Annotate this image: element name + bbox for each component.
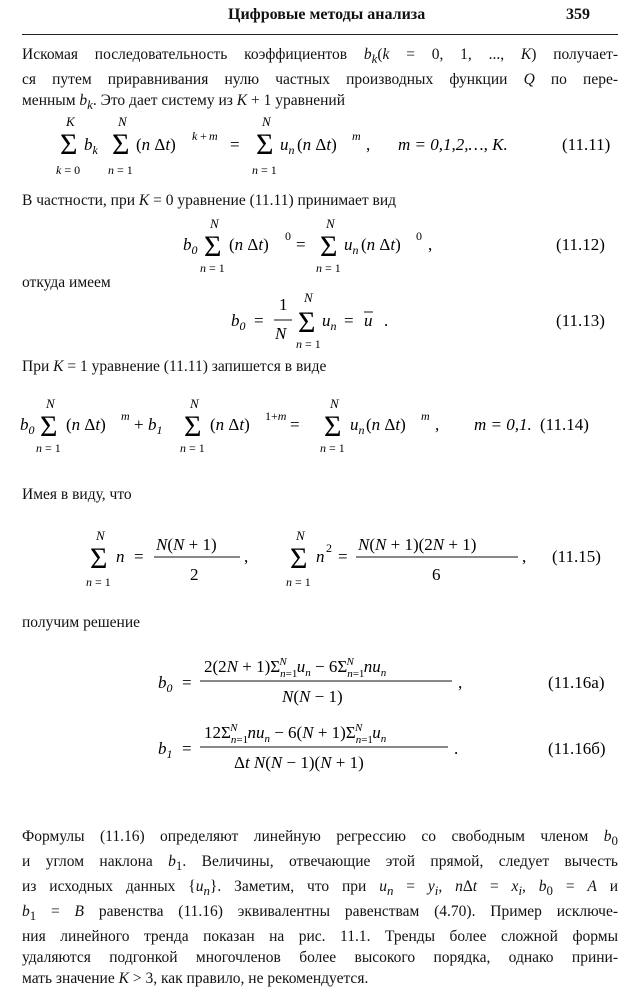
svg-text:=: = <box>296 235 306 254</box>
svg-text:n: n <box>116 547 125 566</box>
header-rule <box>22 34 618 35</box>
svg-text:=: = <box>230 135 240 154</box>
svg-text:=: = <box>254 311 264 330</box>
svg-text:0: 0 <box>285 229 291 243</box>
text-line: Искомая последовательность коэффициентов $b_k(k = 0$, 1, ..., K) получает- <box>22 46 619 67</box>
svg-text:N(N − 1): N(N − 1) <box>282 687 343 706</box>
svg-text:b0: $b_0$ <box>231 311 246 333</box>
svg-text:N(N + 1)(2N + 1): N(N + 1)(2N + 1) <box>358 535 477 554</box>
running-title: Цифровые методы анализа <box>228 6 426 23</box>
svg-text:u: u <box>364 311 373 330</box>
svg-text:=: = <box>338 547 348 566</box>
svg-text:un: $u_n$ <box>322 311 337 333</box>
svg-text:6: 6 <box>432 565 441 584</box>
svg-text:N: N <box>304 290 313 305</box>
text-line: откуда имеем <box>22 274 111 291</box>
paragraph-solution <box>22 612 618 633</box>
svg-text:n = 1: n = 1 <box>108 163 133 177</box>
svg-text:N: N <box>330 396 339 411</box>
equation-11-16b-graphic <box>0 716 637 776</box>
svg-text:Σ: Σ <box>40 410 58 443</box>
svg-text:n = 1: n = 1 <box>36 441 61 455</box>
svg-text:(n Δt): (n Δt) <box>210 415 250 434</box>
svg-text:N: N <box>46 396 55 411</box>
svg-text:Σ: Σ <box>256 128 274 161</box>
text-line: При K = 1 уравнение (11.11) запишется в виде <box>22 358 327 375</box>
svg-text:N: N <box>210 216 219 231</box>
svg-text:n = 1: n = 1 <box>86 575 111 589</box>
paragraph-conclusion <box>22 826 618 989</box>
paragraph-given <box>22 484 618 505</box>
svg-text:Σ: Σ <box>298 306 316 339</box>
svg-text:k: k <box>192 129 198 143</box>
equation-number: (11.15) <box>552 547 601 566</box>
svg-text:N: N <box>96 528 105 543</box>
svg-text:Σ: Σ <box>290 542 308 575</box>
svg-text:.: . <box>384 311 389 330</box>
equation-11-16a-graphic <box>0 650 637 710</box>
svg-text:(n Δt): (n Δt) <box>366 415 406 434</box>
svg-text:1+m: 1+m <box>265 409 287 423</box>
svg-text:n = 1: n = 1 <box>252 163 277 177</box>
svg-text:2(2N + 1)Σn=1Nun − 6Σn=1Nnun: $2(2N + 1)\Sigma_{n=1}N$ $u_n - 6\Sigma_{n=1}N$ $nu_n$ <box>204 656 387 680</box>
text-line: менным $b_k$. Это дает систему из K + 1 уравнений <box>22 92 345 113</box>
svg-text:+: + <box>200 129 207 143</box>
svg-text:n = 1: n = 1 <box>316 261 341 275</box>
svg-text:12Σn=1Nnun − 6(N + 1)Σn=1Nun: $12\Sigma_{n=1}N$ $nu_n - 6(N + 1)\Sigma_{n=1}N$ $u_n$ <box>204 722 387 746</box>
svg-text:.: . <box>454 739 459 758</box>
svg-text:+: + <box>134 415 144 434</box>
svg-text:Δt N(N − 1)(N + 1): Δt N(N − 1)(N + 1) <box>234 753 364 772</box>
svg-text:,: , <box>244 547 249 566</box>
svg-text:m: m <box>421 409 430 423</box>
svg-text:m: m <box>209 129 218 143</box>
svg-text:b0: $b_0$ <box>20 415 35 437</box>
svg-text:b0: $b_0$ <box>183 235 198 257</box>
equation-number: (11.12) <box>556 235 605 254</box>
svg-text:n = 1: n = 1 <box>320 441 345 455</box>
svg-text:=: = <box>290 415 300 434</box>
svg-text:0: 0 <box>416 229 422 243</box>
eq-tail: m = 0,1,2,…, K. <box>398 135 508 154</box>
eq-tail: m = 0,1. <box>474 415 532 434</box>
svg-text:N: N <box>275 324 287 343</box>
svg-text:(n Δt): (n Δt) <box>136 135 176 154</box>
equation-number: (11.14) <box>540 415 589 434</box>
svg-text:n = 1: n = 1 <box>180 441 205 455</box>
text-line: ся путем приравнивания нулю частных производных функции Q по пере- <box>22 71 619 89</box>
equation-11-14-graphic <box>0 396 637 458</box>
text-line: удаляются подгонкой многочленов более высокого порядка, однако прини- <box>22 949 618 967</box>
paragraph-k0 <box>22 190 618 211</box>
svg-text:=: = <box>182 739 192 758</box>
svg-text:b1: $b_1$ <box>158 739 173 761</box>
svg-text:un: $u_n$ <box>350 415 365 437</box>
svg-text:n = 1: n = 1 <box>286 575 311 589</box>
equation-number: (11.16б) <box>548 739 606 758</box>
equation-11-11-graphic <box>0 112 637 182</box>
svg-text:m: m <box>352 129 361 143</box>
svg-text:N: N <box>296 528 305 543</box>
page-number: 359 <box>566 6 590 23</box>
equation-11-11 <box>0 112 637 182</box>
svg-text:N: N <box>262 114 271 129</box>
svg-text:K: K <box>66 114 75 129</box>
svg-text:n: n <box>316 547 325 566</box>
svg-text:Σ: Σ <box>184 410 202 443</box>
svg-text:Σ: Σ <box>112 128 130 161</box>
svg-text:(n Δt): (n Δt) <box>229 235 269 254</box>
svg-text:Σ: Σ <box>90 542 108 575</box>
equation-11-13-graphic <box>0 290 637 350</box>
equation-11-13 <box>0 290 637 350</box>
svg-text:N: N <box>118 114 127 129</box>
equation-11-16b <box>0 716 637 776</box>
paragraph-k1 <box>22 356 618 377</box>
svg-text:N(N + 1): N(N + 1) <box>156 535 217 554</box>
text-line: $b_1 = B$ равенства (11.16) эквивалентны равенствам (4.70). Пример исключе- <box>22 903 618 924</box>
text-line: Имея в виду, что <box>22 486 132 503</box>
equation-11-15 <box>0 528 637 592</box>
svg-text:=: = <box>182 673 192 692</box>
svg-text:1: 1 <box>279 295 288 314</box>
svg-text:un: $u_n$ <box>344 235 359 257</box>
svg-text:,: , <box>428 235 433 254</box>
svg-text:,: , <box>366 135 371 154</box>
text-line: и углом наклона $b_1$. Величины, отвечающие этой прямой, следует вычесть <box>22 853 619 874</box>
svg-text:bk: $b_k$ <box>84 135 98 157</box>
svg-text:n = 1: n = 1 <box>296 337 321 351</box>
equation-number: (11.13) <box>556 311 605 330</box>
text-line: мать значение K > 3, как правило, не рекомендуется. <box>22 970 369 988</box>
equation-11-12-graphic <box>0 216 637 276</box>
svg-text:=: = <box>134 547 144 566</box>
svg-text:=: = <box>344 311 354 330</box>
svg-text:un: $u_n$ <box>280 135 295 157</box>
svg-text:,: , <box>435 415 440 434</box>
equation-number: (11.16а) <box>548 673 605 692</box>
text-line: из исходных данных $\{u_n\}$. Заметим, что при $u_n = y_i$, $n\Delta t = x_i$, $b_0 = A$ и <box>22 878 619 899</box>
equation-11-16a <box>0 650 637 710</box>
equation-11-12 <box>0 216 637 276</box>
text-line: ния линейного тренда показан на рис. 11.1. Тренды более сложной формы <box>22 928 618 946</box>
equation-11-14 <box>0 396 637 458</box>
svg-text:b0: $b_0$ <box>158 673 173 695</box>
svg-text:,: , <box>522 547 527 566</box>
text-line: В частности, при K = 0 уравнение (11.11) принимает вид <box>22 192 397 209</box>
svg-text:(n Δt): (n Δt) <box>297 135 337 154</box>
svg-text:,: , <box>458 673 463 692</box>
svg-text:k = 0: k = 0 <box>56 163 81 177</box>
text-line: Формулы (11.16) определяют линейную регрессию со свободным членом $b_0$ <box>22 828 618 849</box>
svg-text:b1: $b_1$ <box>148 415 163 437</box>
svg-text:N: N <box>326 216 335 231</box>
svg-text:Σ: Σ <box>60 128 78 161</box>
svg-text:N: N <box>190 396 199 411</box>
svg-text:2: 2 <box>326 541 332 555</box>
svg-text:Σ: Σ <box>320 230 338 263</box>
svg-text:Σ: Σ <box>324 410 342 443</box>
svg-text:2: 2 <box>190 565 199 584</box>
svg-text:n = 1: n = 1 <box>200 261 225 275</box>
text-line: получим решение <box>22 614 141 631</box>
equation-number: (11.11) <box>562 135 611 154</box>
paragraph-intro <box>22 44 618 115</box>
svg-text:m: m <box>121 409 130 423</box>
svg-text:Σ: Σ <box>204 230 222 263</box>
svg-text:(n Δt): (n Δt) <box>361 235 401 254</box>
svg-text:(n Δt): (n Δt) <box>66 415 106 434</box>
equation-11-15-graphic <box>0 528 637 592</box>
